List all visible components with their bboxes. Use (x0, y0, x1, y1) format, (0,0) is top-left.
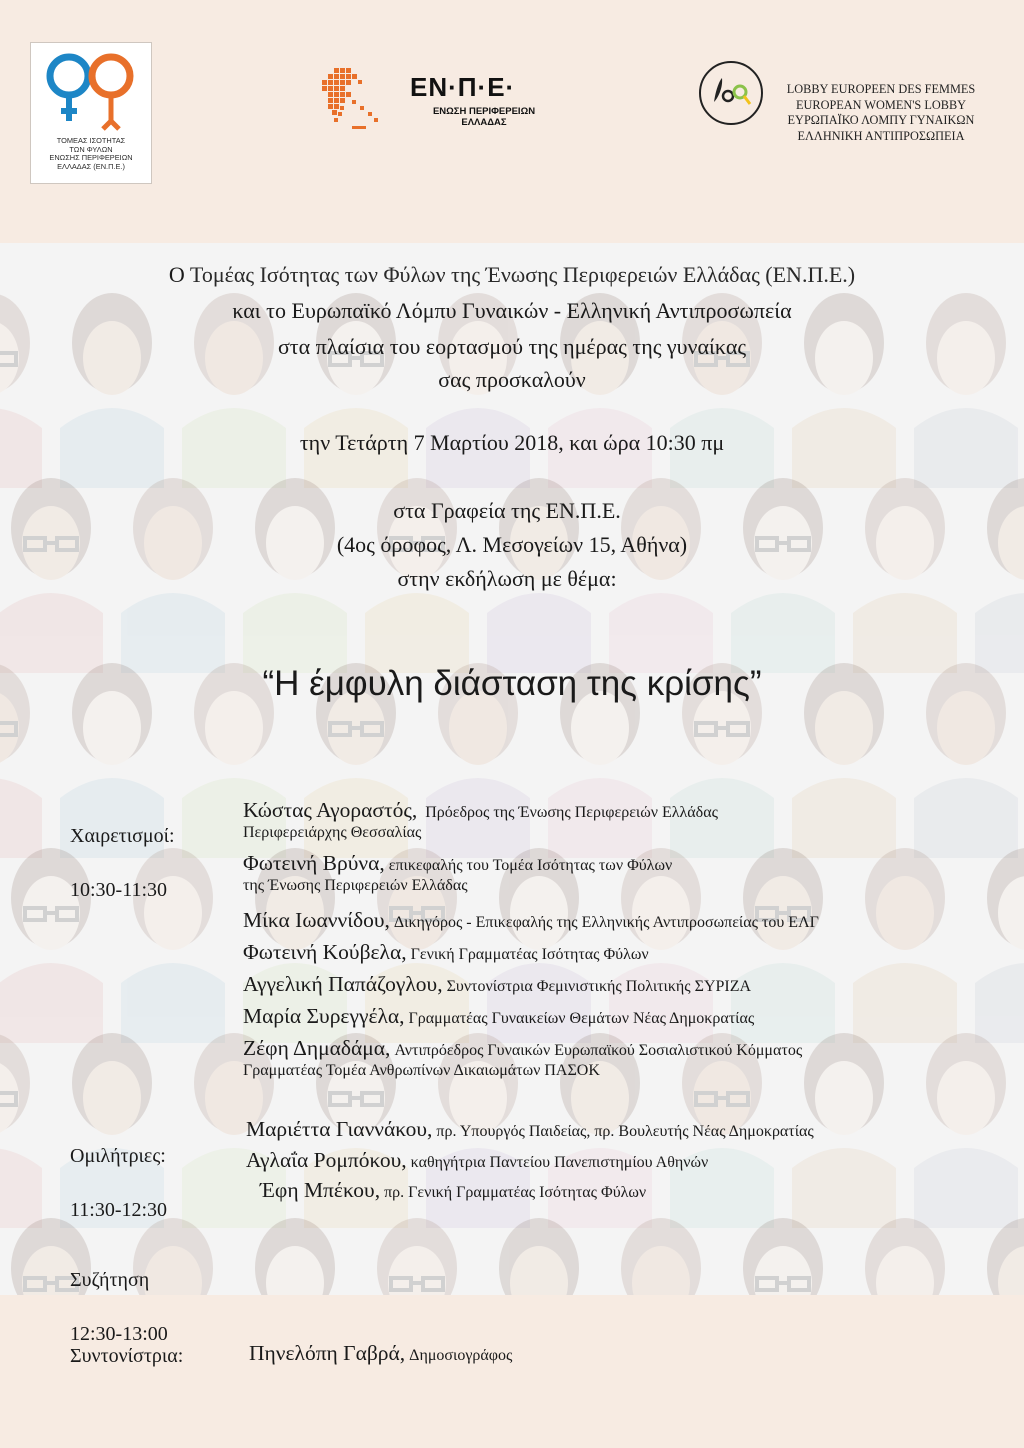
intro-line-2: και το Ευρωπαϊκό Λόμπυ Γυναικών - Ελληνική Αντιπροσωπεία (232, 298, 792, 323)
intro-line-3: στα πλαίσια του εορτασμού της ημέρας της γυναίκας (277, 334, 747, 359)
greetings-label: Χαιρετισμοί: 10:30-11:30 (70, 825, 175, 901)
panel-speaker: Μαριέττα Γιαννάκου, πρ. Υπουργός Παιδείας, πρ. Βουλευτής Νέας Δημοκρατίας (246, 1117, 814, 1141)
panel-speaker: Αγλαΐα Ρομπόκου, καθηγήτρια Παντείου Πανεπιστημίου Αθηνών (246, 1148, 709, 1172)
event-datetime: την Τετάρτη 7 Μαρτίου 2018, και ώρα 10:30 πμ (299, 430, 725, 455)
moderator: Πηνελόπη Γαβρά, Δημοσιογράφος (249, 1341, 513, 1365)
intro-line-1: Ο Τομέας Ισότητας των Φύλων της Ένωσης Περιφερειών Ελλάδας (ΕΝ.Π.Ε.) (168, 262, 856, 287)
greeting-speaker: Κώστας Αγοραστός, Πρόεδρος της Ένωσης Περιφερειών Ελλάδας Περιφερειάρχης Θεσσαλίας (243, 798, 718, 841)
enpe-logo: ΕΝ·Π·Ε· (410, 72, 516, 102)
greeting-speaker: Ζέφη Δημαδάμα, Αντιπρόεδρος Γυναικών Ευρωπαϊκού Σοσιαλιστικού Κόμματος Γραμματέας Τομέα Ανθρωπίνων Δικαιωμάτων ΠΑΣΟΚ (243, 1036, 803, 1079)
gender-equality-logo-text: ΤΟΜΕΑΣ ΙΣΟΤΗΤΑΣ ΤΩΝ ΦΥΛΩΝ ΕΝΩΣΗΣ ΠΕΡΙΦΕΡΕΙΩΝ ΕΛΛΑΔΑΣ (ΕΝ.Π.Ε.) (49, 136, 133, 171)
ewl-line-2: EUROPEAN WOMEN'S LOBBY (795, 97, 967, 112)
greeting-speaker: Μίκα Ιωαννίδου, Δικηγόρος - Επικεφαλής της Ελληνικής Αντιπροσωπείας του ΕΛΓ (243, 908, 819, 932)
event-address: (4ος όροφος, Λ. Μεσογείων 15, Αθήνα) (336, 532, 688, 557)
discussion-label: Συζήτηση 12:30-13:00 (70, 1269, 168, 1345)
panel-speaker: Έφη Μπέκου, πρ. Γενική Γραμματέας Ισότητας Φύλων (260, 1178, 647, 1202)
greeting-speaker: Φωτεινή Βρύνα, επικεφαλής του Τομέα Ισότητας των Φύλων της Ένωσης Περιφερειών Ελλάδας (243, 851, 673, 894)
event-venue: στα Γραφεία της ΕΝ.Π.Ε. (393, 498, 621, 523)
ewl-line-4: ΕΛΛΗΝΙΚΗ ΑΝΤΙΠΡΟΣΩΠΕΙΑ (797, 128, 965, 143)
event-title: “Η έμφυλη διάσταση της κρίσης” (262, 664, 762, 703)
enpe-subtitle: ΕΝΩΣΗ ΠΕΡΙΦΕΡΕΙΩΝ ΕΛΛΑΔΑΣ (432, 106, 536, 128)
ewl-line-3: ΕΥΡΩΠΑΪΚΟ ΛΟΜΠΥ ΓΥΝΑΙΚΩΝ (787, 113, 975, 127)
greeting-speaker: Φωτεινή Κούβελα, Γενική Γραμματέας Ισότητας Φύλων (243, 940, 649, 964)
speakers-label: Ομιλήτριες: 11:30-12:30 (70, 1145, 168, 1221)
intro-line-4: σας προσκαλούν (438, 367, 586, 392)
ewl-line-1: LOBBY EUROPEEN DES FEMMES (786, 82, 976, 96)
moderator-label: Συντονίστρια: (70, 1345, 184, 1367)
greeting-speaker: Μαρία Συρεγγέλα, Γραμματέας Γυναικείων Θεμάτων Νέας Δημοκρατίας (243, 1004, 755, 1028)
topic-intro: στην εκδήλωση με θέμα: (397, 566, 617, 591)
greeting-speaker: Αγγελική Παπάζογλου, Συντονίστρια Φεμινιστικής Πολιτικής ΣΥΡΙΖΑ (243, 972, 752, 996)
